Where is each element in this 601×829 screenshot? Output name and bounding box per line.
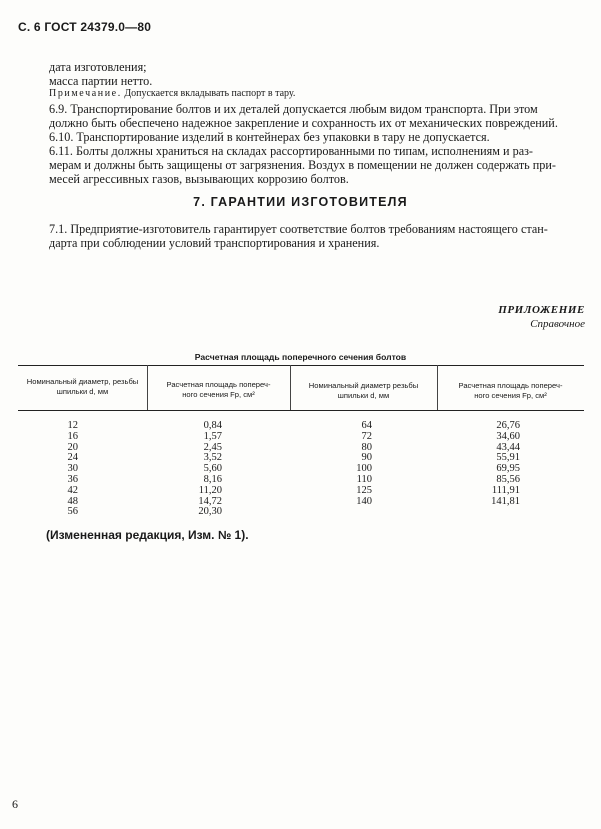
edit-note: (Измененная редакция, Изм. № 1).: [46, 528, 249, 542]
table-cell: 43,44: [496, 441, 520, 453]
table-cell: 111,91: [491, 484, 520, 496]
table-column-area-1: [180, 421, 222, 518]
table-cell: 8,16: [203, 473, 222, 485]
appendix-subtitle: Справочное: [530, 318, 585, 330]
table-cell: 48: [67, 495, 78, 507]
table-cell: 14,72: [198, 495, 222, 507]
table-cell: 24: [67, 452, 78, 464]
table-header-rule: [18, 410, 584, 411]
table-cell: 3,52: [203, 452, 222, 464]
note: [49, 88, 295, 99]
table-cell: 85,56: [496, 473, 520, 485]
table-top-rule: [18, 365, 584, 366]
section-title: 7. ГАРАНТИИ ИЗГОТОВИТЕЛЯ: [193, 195, 408, 209]
table-cell: 26,76: [496, 420, 520, 431]
table-caption: Расчетная площадь поперечного сечения болтов: [194, 352, 407, 362]
table-cell: 11,20: [198, 484, 222, 496]
table-cell: 34,60: [496, 430, 520, 442]
para-6-11-line-3: месей агрессивных газов, вызывающих коррозию болтов.: [49, 172, 349, 186]
appendix-title: ПРИЛОЖЕНИЕ: [498, 304, 585, 316]
table-cell: 141,81: [491, 495, 520, 507]
table-cell: 100: [356, 463, 372, 475]
note-text: Допускается вкладывать паспорт в тару.: [121, 88, 296, 99]
table-column-area-2: [470, 421, 520, 507]
table-cell: 90: [361, 452, 372, 464]
table-cell: 30: [67, 463, 78, 475]
table-cell: 20: [67, 441, 78, 453]
para-6-11-line-1: 6.11. Болты должны храниться на складах рассортированными по типам, исполнениям и раз-: [49, 144, 533, 158]
table-header-area-1: Расчетная площадь попереч- ного сечения Fp, см²: [166, 380, 271, 399]
para-6-10: 6.10. Транспортирование изделий в контейнерах без упаковки в тару не допускается.: [49, 130, 490, 144]
table-cell: 2,45: [203, 441, 222, 453]
table-cell: 69,95: [496, 463, 520, 475]
para-7-1-line-2: дарта при соблюдении условий транспортирования и хранения.: [49, 236, 380, 250]
table-cell: 64: [361, 420, 372, 431]
note-label: Примечание.: [49, 88, 122, 99]
table-cell: 16: [67, 430, 78, 442]
list-line-1: дата изготовления;: [49, 60, 147, 74]
table-cell: 110: [356, 473, 372, 485]
table-cell: 5,60: [203, 463, 222, 475]
table-cell: 125: [356, 484, 372, 496]
table-column-diameter-1: [40, 421, 78, 518]
para-7-1-line-1: 7.1. Предприятие-изготовитель гарантирует соответствие болтов требованиям настоящего стан-: [49, 222, 548, 236]
para-6-9-line-2: должно быть обеспечено надежное закрепление и сохранность их от механических повреждений.: [49, 116, 558, 130]
table-cell: 0,84: [203, 420, 222, 431]
list-line-2: масса партии нетто.: [49, 74, 153, 88]
table-cell: 36: [67, 473, 78, 485]
table-cell: 55,91: [496, 452, 520, 464]
table-cell: 72: [361, 430, 372, 442]
appendix-label: [498, 303, 585, 331]
table-cell: 42: [67, 484, 78, 496]
para-6-11-line-2: мерам и должны быть защищены от загрязнения. Воздух в помещении не должен содержать при-: [49, 158, 556, 172]
table-header-diameter-1: Номинальный диаметр, резьбы шпильки d, мм: [26, 377, 139, 396]
table-cell: 56: [67, 506, 78, 518]
table-cell: 20,30: [198, 506, 222, 518]
page-header: С. 6 ГОСТ 24379.0—80: [18, 20, 152, 34]
para-6-9-line-1: 6.9. Транспортирование болтов и их деталей допускается любым видом транспорта. При этом: [49, 102, 538, 116]
table-cell: 12: [67, 420, 78, 431]
table-column-diameter-2: [330, 421, 372, 507]
page-number: 6: [12, 797, 18, 811]
table-cell: 1,57: [203, 430, 222, 442]
table-cell: 140: [356, 495, 372, 507]
table-cell: 80: [361, 441, 372, 453]
table-header-area-2: Расчетная площадь попереч- ного сечения Fp, см²: [458, 381, 563, 400]
table-header-diameter-2: Номинальный диаметр резьбы шпильки d, мм: [308, 381, 419, 400]
